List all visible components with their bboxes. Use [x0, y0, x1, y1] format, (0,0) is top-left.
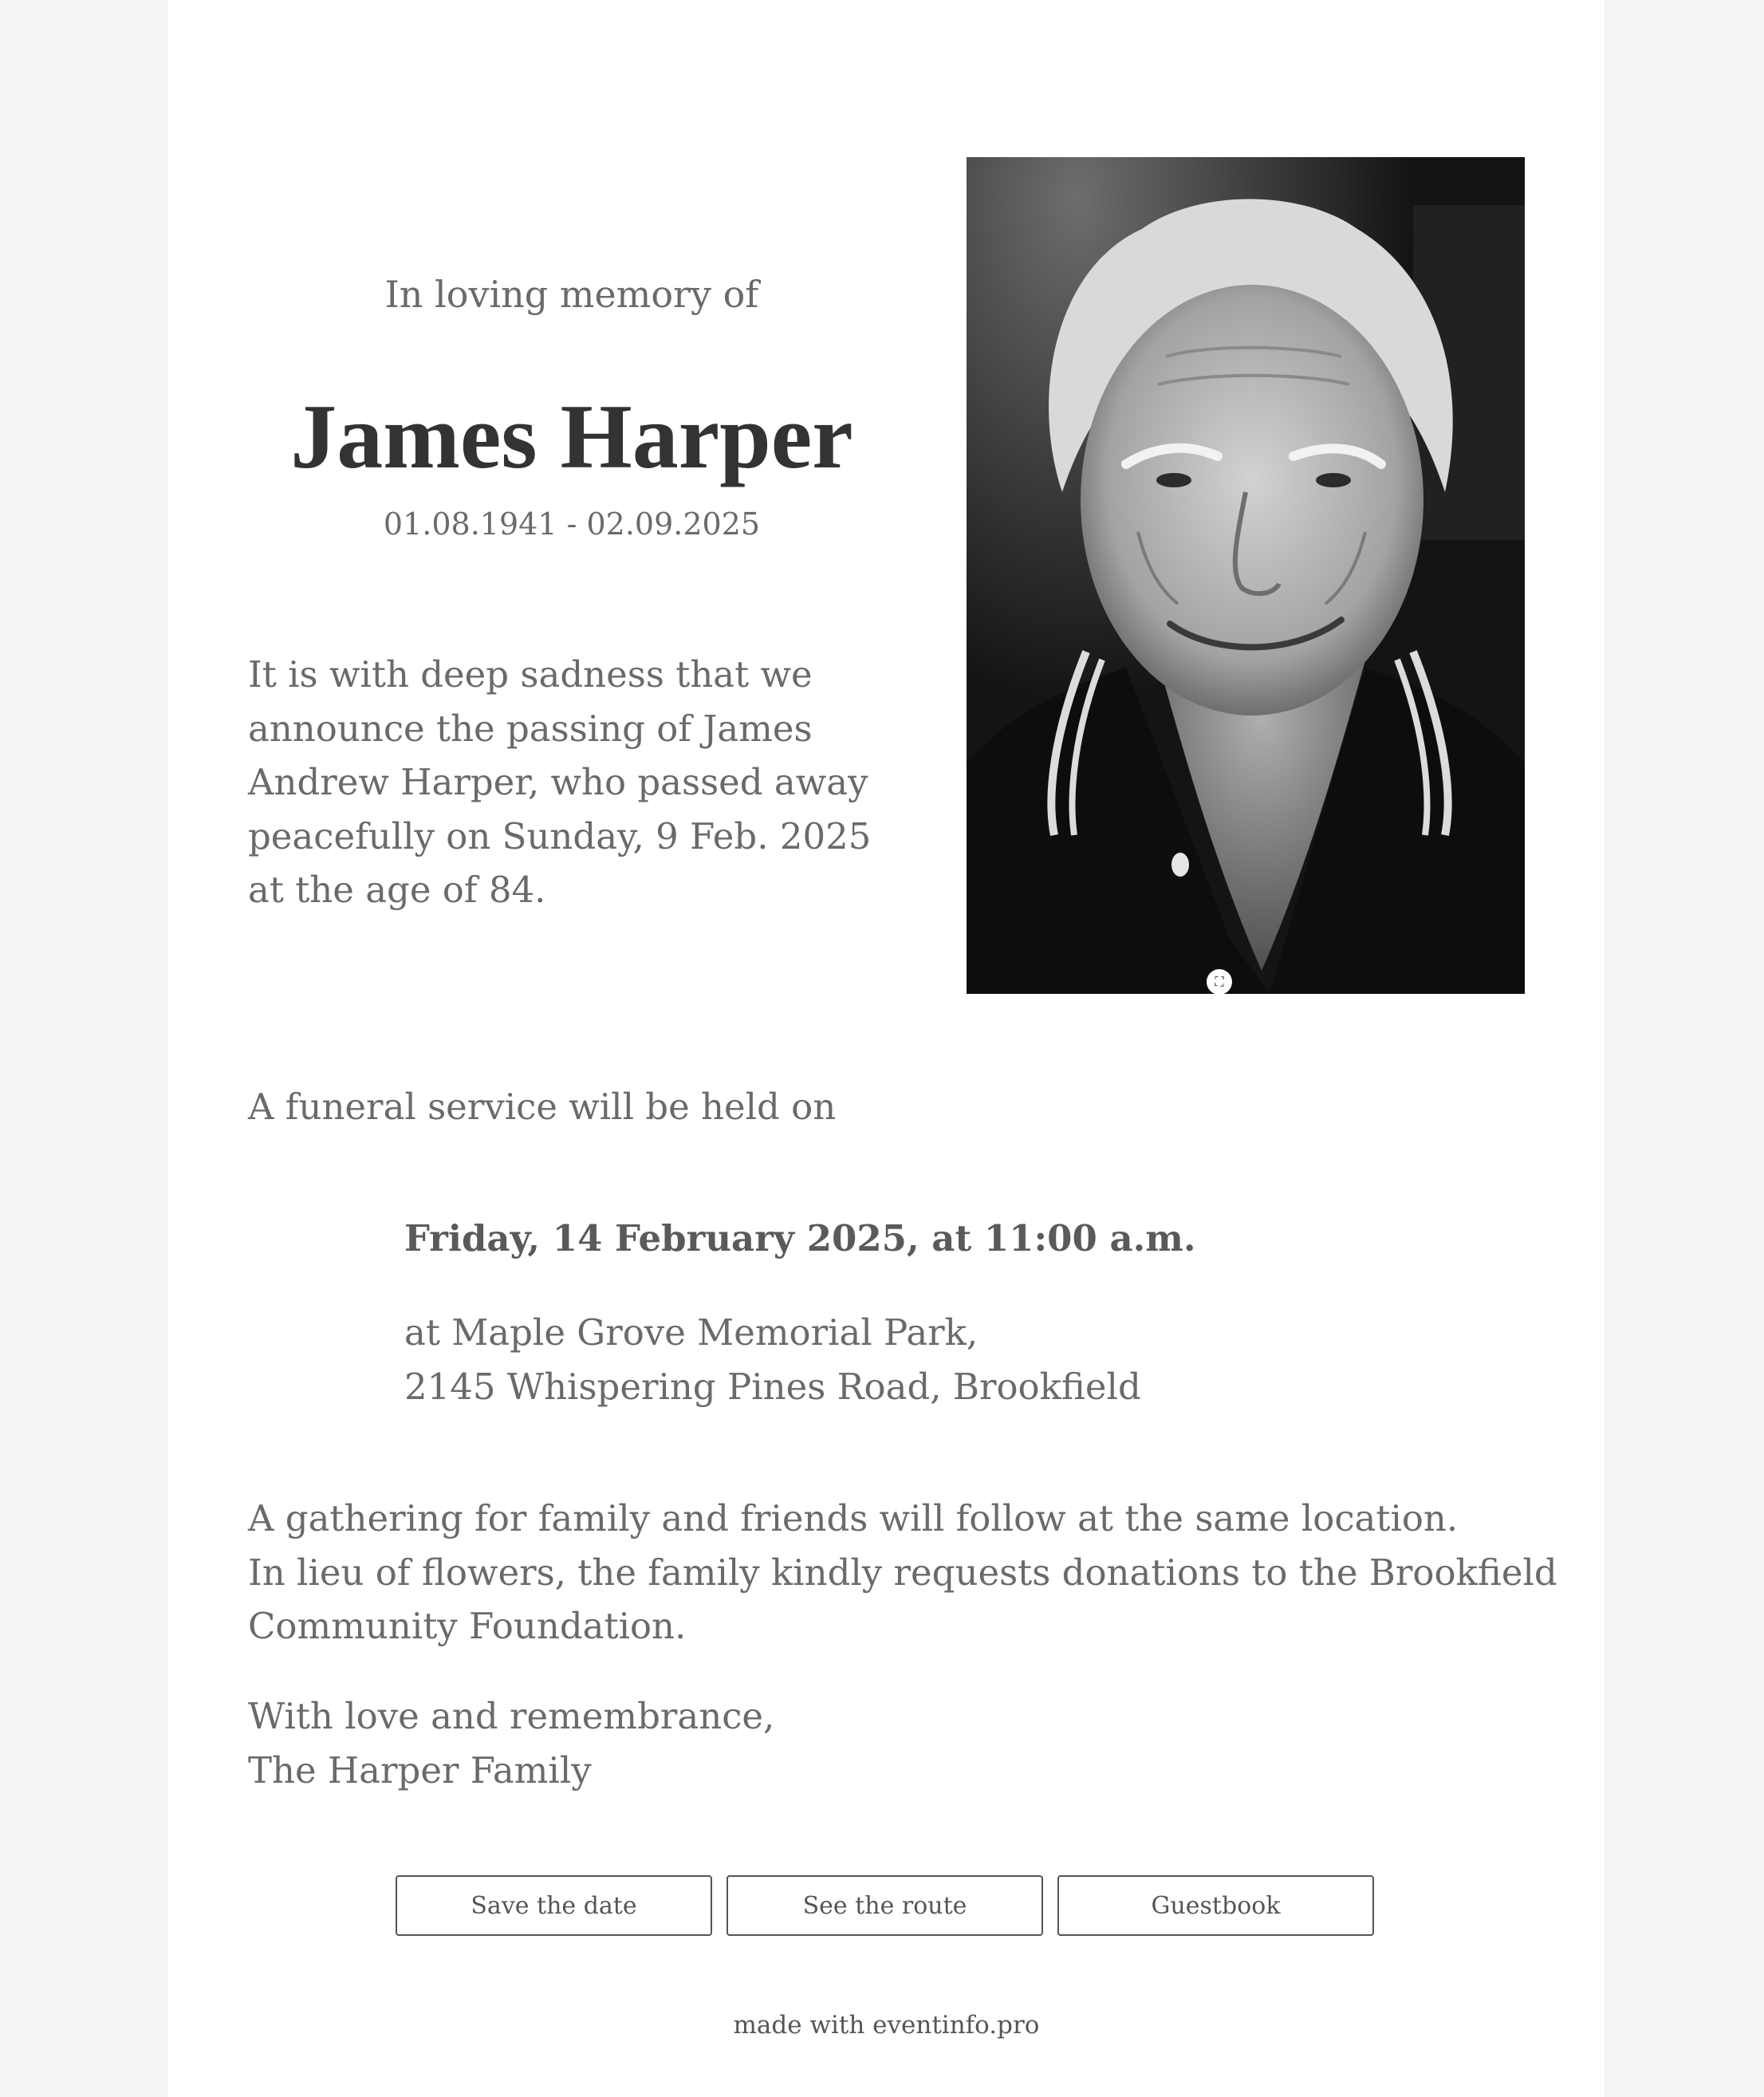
deceased-name: James Harper: [290, 386, 853, 488]
closing-line: With love and remembrance,: [248, 1695, 775, 1737]
intro-text: In loving memory of: [384, 273, 759, 316]
donation-line: In lieu of flowers, the family kindly requests donations to the Brookfield: [248, 1551, 1557, 1594]
save-the-date-button[interactable]: Save the date: [396, 1875, 712, 1936]
expand-icon[interactable]: ⛶: [1207, 969, 1232, 995]
service-intro: A funeral service will be held on: [248, 1086, 837, 1128]
closing-signature: [248, 1689, 1285, 1797]
obituary-card: [168, 0, 1605, 2097]
see-the-route-button[interactable]: See the route: [726, 1875, 1043, 1936]
gathering-line: A gathering for family and friends will follow at the same location.: [248, 1497, 1459, 1539]
donation-line-cont: Community Foundation.: [248, 1605, 687, 1647]
life-dates: 01.08.1941 - 02.09.2025: [383, 507, 761, 542]
family-signature: The Harper Family: [248, 1748, 592, 1792]
venue-address: 2145 Whispering Pines Road, Brookfield: [404, 1365, 1141, 1408]
service-datetime: Friday, 14 February 2025, at 11:00 a.m.: [404, 1217, 1196, 1259]
guestbook-button[interactable]: Guestbook: [1057, 1875, 1374, 1936]
service-venue: [404, 1306, 1441, 1413]
venue-name: at Maple Grove Memorial Park,: [404, 1311, 978, 1354]
announcement-text: It is with deep sadness that we announce the passing of James Andrew Harper, who passed away peacefully on Sunday, 9 Feb. 2025 at the age of 84.: [248, 653, 872, 911]
portrait-photo: [967, 157, 1525, 994]
footer-credit[interactable]: made with eventinfo.pro: [733, 2011, 1040, 2040]
portrait-illustration: [967, 157, 1525, 994]
gathering-text: [248, 1492, 1557, 1654]
action-buttons: [396, 1875, 1374, 1936]
